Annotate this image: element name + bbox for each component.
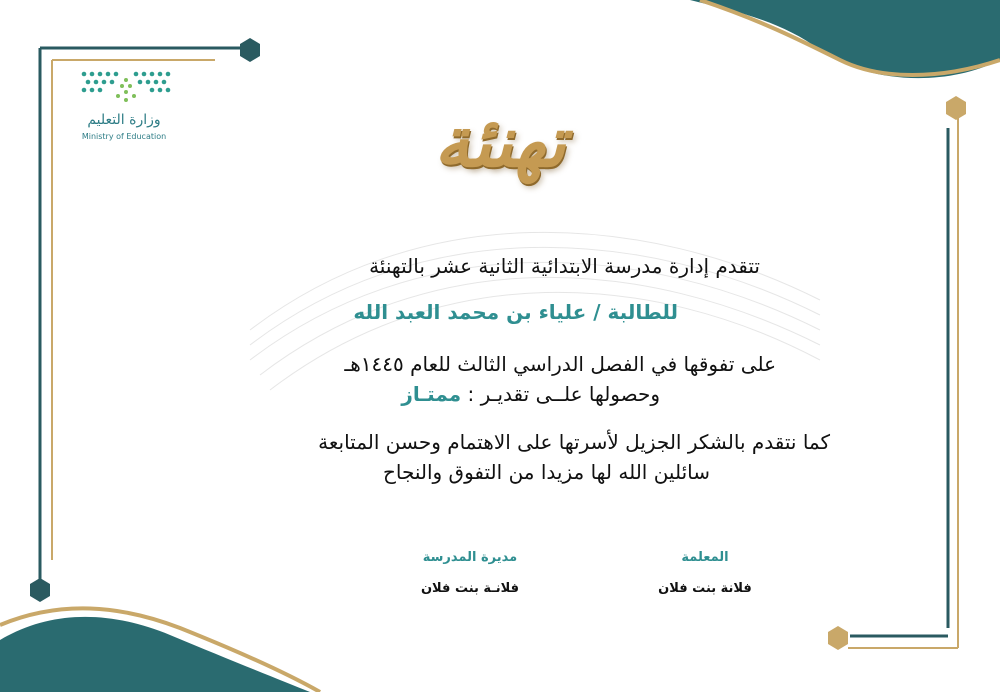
- teacher-role: المعلمة: [681, 550, 729, 565]
- hexagon-bottom-left: [30, 578, 50, 602]
- principal-role: مديرة المدرسة: [422, 550, 518, 565]
- grade-line: [401, 382, 660, 406]
- bottom-left-wave: [0, 617, 310, 692]
- hexagon-top-left: [240, 38, 260, 62]
- wishes-line: سائلين الله لها مزيدا من التفوق والنجاح: [382, 460, 710, 484]
- intro-line: تتقدم إدارة مدرسة الابتدائية الثانية عشر بالتهنئة: [369, 254, 760, 278]
- hexagon-bottom-right: [828, 626, 848, 650]
- principal-name: فلانـة بنت فلان: [420, 581, 520, 596]
- ministry-dots-icon: [78, 68, 174, 106]
- ministry-name-arabic: وزارة التعليم: [87, 112, 161, 128]
- principal-signature: [400, 550, 540, 596]
- ministry-name-english: Ministry of Education: [81, 132, 167, 141]
- student-name: للطالبة / علياء بن محمد العبد الله: [353, 300, 678, 324]
- thanks-line: كما نتقدم بالشكر الجزيل لأسرتها على الاهتمام وحسن المتابعة: [318, 430, 830, 454]
- ministry-logo: [72, 68, 182, 148]
- hexagon-top-right: [946, 96, 966, 120]
- grade-prefix: وحصولها علــى تقديـر :: [467, 382, 660, 406]
- certificate-title: تهنئة: [434, 100, 566, 183]
- achievement-line: على تفوقها في الفصل الدراسي الثالث للعام ١٤٤٥هـ: [344, 352, 776, 376]
- teacher-signature: [640, 550, 770, 596]
- grade-value: ممتـاز: [401, 382, 462, 406]
- teacher-name: فلانة بنت فلان: [658, 581, 752, 596]
